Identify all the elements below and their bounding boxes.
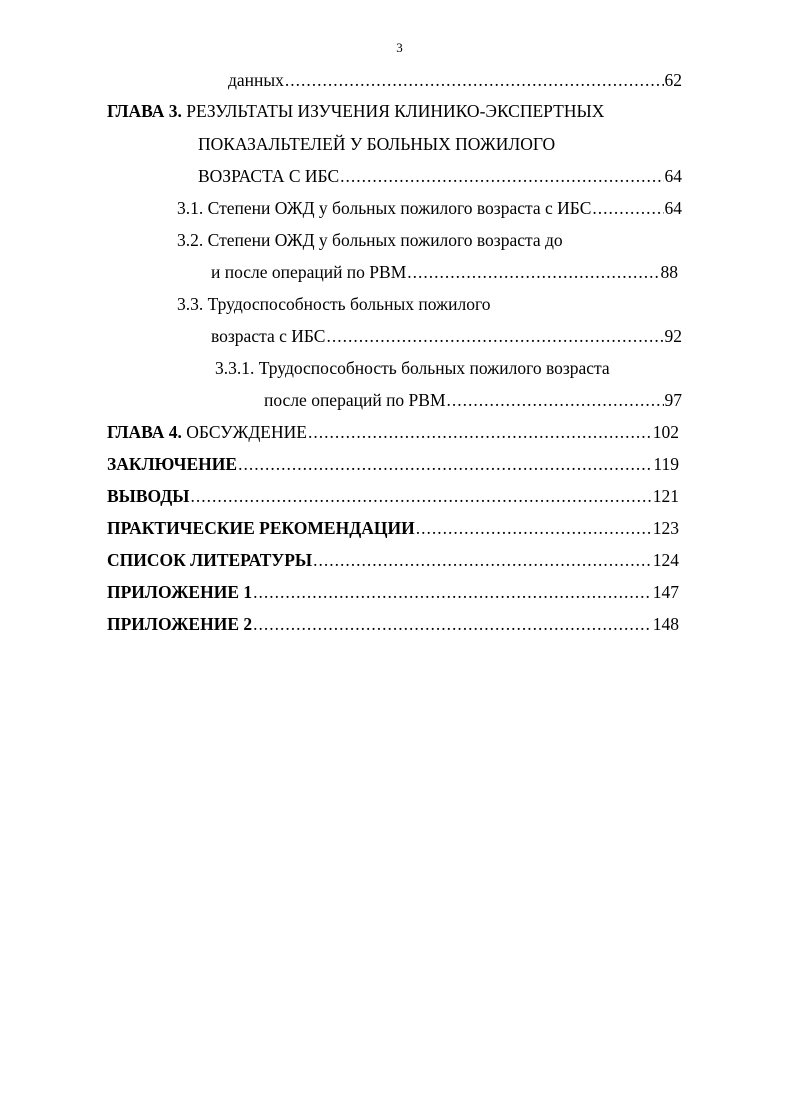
toc-entry-3-3[interactable] [177,288,597,320]
toc-entry-appendix-2[interactable] [107,608,679,640]
chapter-label: ГЛАВА 3. [107,101,182,121]
toc-page-number: 147 [652,582,679,602]
toc-page-number: 64 [664,166,682,186]
toc-page-number: 97 [664,390,682,410]
toc-entry-conclusion[interactable] [107,448,679,480]
chapter-title: ОБСУЖДЕНИЕ [186,422,307,442]
dot-leader [326,320,663,352]
toc-entry-text: 3.1. Степени ОЖД у больных пожилого возраста с ИБС [177,198,592,218]
chapter-title: ПОКАЗАЛЬТЕЛЕЙ У БОЛЬНЫХ ПОЖИЛОГО [198,134,556,154]
toc-entry-chapter-3-line2 [198,128,678,160]
chapter-title: ВОЗРАСТА С ИБС [198,166,340,186]
toc-entry-3-1[interactable] [177,192,682,224]
toc-entry-text: ПРАКТИЧЕСКИЕ РЕКОМЕНДАЦИИ [107,518,415,538]
dot-leader [340,160,663,192]
toc-entry-text: ВЫВОДЫ [107,486,190,506]
toc-entry-chapter-4[interactable] [107,416,679,448]
page-number: 3 [396,40,403,55]
toc-page-number: 64 [664,198,682,218]
toc-page-number: 88 [660,262,678,282]
toc-entry-text: 3.3.1. Трудоспособность больных пожилого возраста [215,358,610,378]
dot-leader [447,384,664,416]
toc-page-number: 119 [653,454,679,474]
toc-page-number: 121 [652,486,679,506]
toc-entry-text: СПИСОК ЛИТЕРАТУРЫ [107,550,313,570]
toc-page-number: 123 [652,518,679,538]
toc-entry-findings[interactable] [107,480,679,512]
dot-leader [308,416,652,448]
toc-page-number: 148 [652,614,679,634]
chapter-title: РЕЗУЛЬТАТЫ ИЗУЧЕНИЯ КЛИНИКО-ЭКСПЕРТНЫХ [186,101,605,121]
toc-entry-3-3-1[interactable] [215,352,665,384]
toc-page-number: 92 [664,326,682,346]
dot-leader [238,448,652,480]
toc-entry-text: ЗАКЛЮЧЕНИЕ [107,454,238,474]
toc-entry-appendix-1[interactable] [107,576,679,608]
toc-entry-3-2[interactable] [177,224,657,256]
dot-leader [407,256,659,288]
dot-leader [416,512,652,544]
dot-leader [253,576,652,608]
toc-page-number: 62 [664,70,682,90]
dot-leader [253,608,652,640]
toc-page-number: 124 [652,550,679,570]
toc-entry-3-2-line2[interactable] [211,256,678,288]
toc-entry-text: возраста с ИБС [211,326,326,346]
toc-page-number: 102 [652,422,679,442]
toc-entry-recommendations[interactable] [107,512,679,544]
toc-entry-text: 3.3. Трудоспособность больных пожилого [177,294,491,314]
toc-entry-chapter-3-line3[interactable] [198,160,682,192]
toc-entry-text: ПРИЛОЖЕНИЕ 1 [107,582,253,602]
toc-entry-data-cont[interactable] [228,64,682,96]
toc-entry-references[interactable] [107,544,679,576]
dot-leader [313,544,652,576]
dot-leader [285,64,664,96]
toc-entry-text: и после операций по РВМ [211,262,407,282]
dot-leader [592,192,663,224]
toc-entry-3-3-1-line2[interactable] [264,384,682,416]
toc-entry-text: 3.2. Степени ОЖД у больных пожилого возраста до [177,230,563,250]
toc-entry-3-3-line2[interactable] [211,320,682,352]
toc-entry-text: данных [228,70,284,90]
toc-entry-text: ПРИЛОЖЕНИЕ 2 [107,614,253,634]
dot-leader [191,480,652,512]
toc-entry-chapter-3[interactable] [107,95,687,127]
toc-entry-text: после операций по РВМ [264,390,446,410]
chapter-label: ГЛАВА 4. [107,422,182,442]
